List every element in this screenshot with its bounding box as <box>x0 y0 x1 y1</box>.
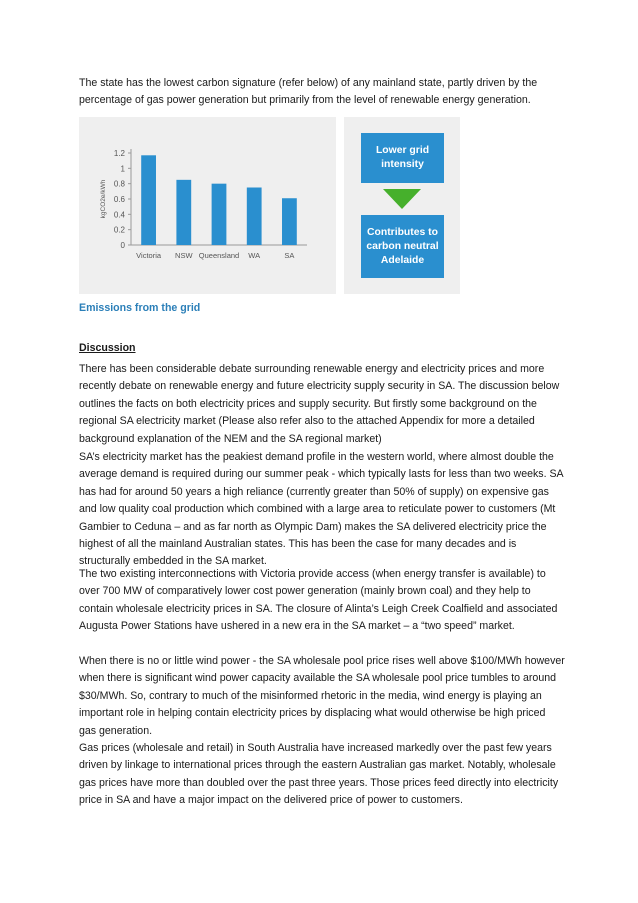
x-tick-label: Victoria <box>136 251 162 260</box>
emissions-bar-chart <box>79 117 336 294</box>
bar-wa <box>247 188 262 246</box>
bar-victoria <box>141 155 156 245</box>
bar-queensland <box>212 184 227 245</box>
paragraph-2: SA’s electricity market has the peakiest demand profile in the western world, where almost double the average demand is required during our summer peak - which typically lasts for less than two weeks. SA has had for around 50 years a high reliance (currently greater than 50% of supply) on expensive gas and low quality coal production which combined with a large area to reticulate power to customers (Mt Gambier to Ceduna – and as far north as Olympic Dam) makes the SA delivered electricity price the highest of all the mainland Australian states. This has been the case for many decades and is structurally embedded in the SA market. <box>79 451 564 568</box>
y-tick-label: 0.2 <box>113 225 125 235</box>
x-tick-label: SA <box>284 251 295 260</box>
x-tick-label: WA <box>248 251 261 260</box>
lower-grid-intensity-box: Lower grid intensity <box>361 133 444 183</box>
intro-paragraph: The state has the lowest carbon signature (refer below) of any mainland state, partly driven by the percentage of gas power generation but primarily from the level of renewable energy generation. <box>79 77 538 107</box>
y-tick-label: 0.4 <box>113 210 125 220</box>
figure-caption: Emissions from the grid <box>79 302 201 314</box>
carbon-neutral-adelaide-box: Contributes to carbon neutral Adelaide <box>361 215 444 278</box>
y-tick-label: 1 <box>120 164 125 174</box>
x-tick-label: NSW <box>175 251 193 260</box>
x-tick-label: Queensland <box>198 251 240 260</box>
bar-nsw <box>176 180 191 245</box>
y-axis-title: kgCO2e/kWh <box>100 179 107 219</box>
down-arrow-icon <box>383 189 421 209</box>
y-tick-label: 0.8 <box>113 179 125 189</box>
paragraph-5: Gas prices (wholesale and retail) in South Australia have increased markedly over the past few years driven by linkage to international prices through the eastern Australian gas market. Notably, wholesale gas prices have more than doubled over the past three years. Those prices feed directly into electricity price in SA and have a major impact on the delivered price of power to customers. <box>79 742 559 807</box>
paragraph-3: The two existing interconnections with Victoria provide access (when energy transfer is available) to over 700 MW of comparatively lower cost power generation (mainly brown coal) and they help to contain wholesale electricity prices in SA. The closure of Alinta’s Leigh Creek Coalfield and associated Augusta Power Stations have ushered in a new era in the SA market – a “two speed” market. <box>79 568 558 633</box>
y-tick-label: 0.6 <box>113 195 125 204</box>
discussion-heading: Discussion <box>79 342 136 354</box>
bar-sa <box>282 198 297 245</box>
y-tick-label: 0 <box>120 241 125 250</box>
y-tick-label: 1.2 <box>113 149 125 158</box>
paragraph-1: There has been considerable debate surrounding renewable energy and electricity prices and more recently debate on renewable energy and future electricity supply security in SA. The discussion below outlines the facts on both electricity prices and supply security. But firstly some background on the regional SA electricity market (Please also refer also to the attached Appendix for more a detailed background explanation of the NEM and the SA regional market) <box>79 363 560 445</box>
paragraph-4: When there is no or little wind power - the SA wholesale pool price rises well above $100/MWh however when there is significant wind power capacity available the SA wholesale pool price tumbles to around $30/MWh. So, contrary to much of the misinformed rhetoric in the media, wind energy is playing an important role in helping contain electricity prices by displacing what would otherwise be high priced gas generation. <box>79 655 565 737</box>
